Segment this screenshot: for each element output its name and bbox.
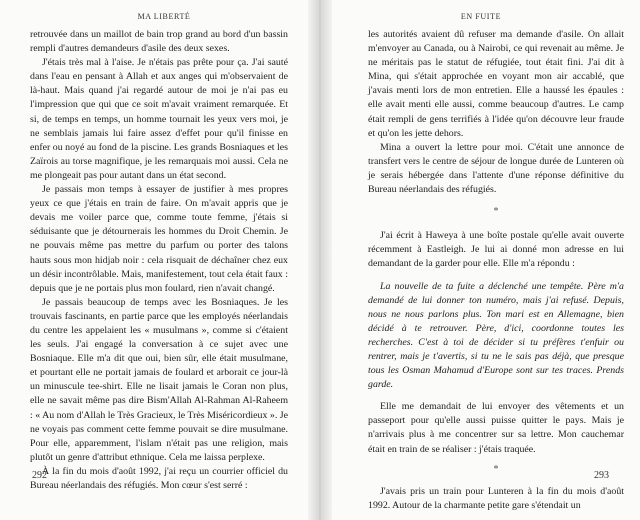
paragraph: Mina a ouvert la lettre pour moi. C'était une annonce de transfert vers le centre de séjour de longue durée de Lunteren où je serais hébergée dans l'attente d'une réponse définitive du Bureau néerlandais des réfugiés.	[368, 141, 624, 196]
right-page	[332, 0, 640, 520]
left-page-text	[30, 28, 288, 493]
running-head-right: EN FUITE	[460, 12, 502, 21]
page-number-right: 293	[594, 470, 609, 481]
quoted-letter: La nouvelle de ta fuite a déclenché une tempête. Père m'a demandé de lui donner ton numéro, mais j'ai refusé. Depuis, nous ne nous parlons plus. Ton mari est en Allemagne, bien décidé à te retrouver. Père, d'ici, coordonne toutes les recherches. C'est à toi de décider si tu préfères t'enfuir ou rentrer, mais je t'avertis, si tu ne le sais pas déjà, que presque tous les Osman Mahamud d'Europe sont sur tes traces. Prends garde.	[368, 280, 624, 391]
section-separator: *	[493, 206, 499, 218]
book-gutter	[308, 0, 332, 520]
section-separator: *	[493, 463, 499, 475]
left-page	[0, 0, 308, 520]
paragraph: J'étais très mal à l'aise. Je n'étais pas prête pour ça. J'ai sauté dans l'eau en pensant à Allah et aux anges qui m'observaient de là-haut. Mais quand j'ai regardé autour de moi je n'ai pas eu l'impression que qui que ce soit m'avait vraiment remarquée. Et si, de temps en temps, un homme tournait les yeux vers moi, je ne semblais jamais lui faire assez d'effet pour qu'il finisse en enfer ou noyé au fond de la piscine. Les grands Bosniaques et les Zaïrois au torse magnifique, je les remarquais moi aussi. Cela ne me plongeait pas pour autant dans un état second.	[30, 57, 288, 181]
spacer	[368, 392, 624, 400]
paragraph: les autorités avaient dû refuser ma demande d'asile. On allait m'envoyer au Canada, ou à Nairobi, ce qui revenait au même. Je ne méritais pas le statut de réfugiée, tout était fini. J'ai dit à Mina, qui s'était approchée en voyant mon air accablé, que j'avais menti lors de mon entretien. Elle a haussé les épaules : elle avait menti elle aussi, comme beaucoup d'autres. Le camp était rempli de gens terrifiés à l'idée qu'on découvre leur fraude et qu'on les jette dehors.	[368, 29, 624, 139]
paragraph: À la fin du mois d'août 1992, j'ai reçu un courrier officiel du Bureau néerlandais des réfugiés. Mon cœur s'est serré :	[30, 465, 288, 491]
paragraph: Je passais beaucoup de temps avec les Bosniaques. Je les trouvais fascinants, en partie parce que les employés néerlandais du centre les appelaient les « musulmans », comme si c'étaient les seuls. J'ai engagé la conversation à ce sujet avec une Bosniaque. Elle m'a dit que oui, bien sûr, elle était musulmane, et pourtant elle ne portait jamais de foulard et arborait ce jour-là un minuscule tee-shirt. Elle ne lisait jamais le Coran non plus, elle ne savait même pas dire Bism'Allah Al-Rahman Al-Raheem : « Au nom d'Allah le Très Gracieux, le Très Miséricordieux ». Je ne voyais pas comment cette femme pouvait se dire musulmane. Pour elle, apparemment, l'islam n'était pas une religion, mais plutôt un genre d'attribut ethnique. Cela me laissa perplexe.	[30, 296, 288, 463]
right-page-text	[368, 28, 624, 513]
paragraph: retrouvée dans un maillot de bain trop grand au bord d'un bassin rempli d'autres demandeurs d'asile des deux sexes.	[30, 29, 288, 55]
paragraph: Je passais mon temps à essayer de justifier à mes propres yeux ce que j'étais en train de faire. On m'avait appris que je devais me voiler parce que, comme toute femme, j'étais si séduisante que je détournerais les hommes du Droit Chemin. Je ne pouvais même pas mettre du parfum ou porter des talons hauts sous mon hidjab noir : cela risquait de déchaîner chez eux un désir incontrôlable. Mais, manifestement, tout cela était faux : depuis que je ne portais plus mon foulard, rien n'avait changé.	[30, 184, 288, 294]
spacer	[368, 272, 624, 280]
page-number-left: 292	[32, 470, 47, 481]
running-head-left: MA LIBERTÉ	[137, 12, 191, 21]
paragraph: J'avais pris un train pour Lunteren à la fin du mois d'août 1992. Autour de la charmante petite gare s'étendait un	[368, 485, 624, 511]
paragraph: J'ai écrit à Haweya à une boîte postale qu'elle avait ouverte récemment à Eastleigh. Je lui ai donné mon adresse en lui demandant de la garder pour elle. Elle m'a répondu :	[368, 230, 624, 270]
paragraph: Elle me demandait de lui envoyer des vêtements et un passeport pour qu'elle aussi puisse quitter le pays. Mais je n'arrivais plus à me concentrer sur sa lettre. Mon cauchemar était en train de se réaliser : j'étais traquée.	[368, 401, 624, 455]
